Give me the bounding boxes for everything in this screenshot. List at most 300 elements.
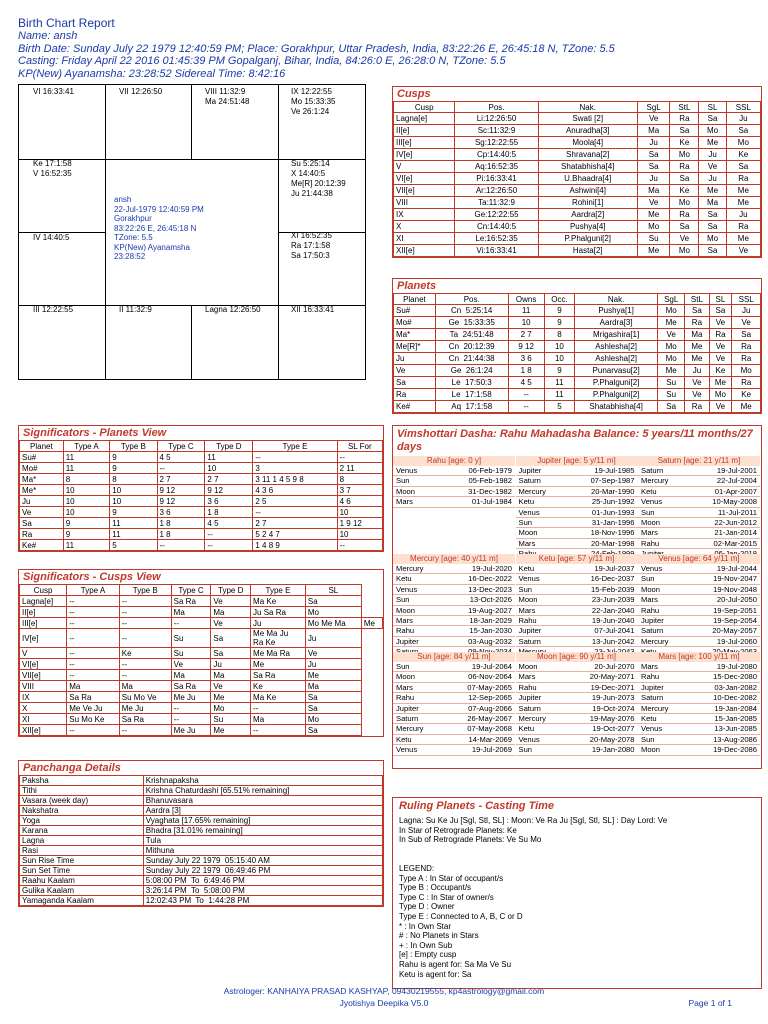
table-cell: 9 12 (157, 485, 205, 496)
dasha-date: 12-Sep-2065 (468, 693, 512, 703)
dasha-planet: Saturn (518, 703, 541, 713)
dasha-planet: Ketu (518, 497, 535, 507)
table-row (20, 876, 383, 886)
table-cell: Sg:12:22:55 (455, 137, 538, 149)
table-cell: Ra (732, 341, 761, 353)
table-cell: Me Ve Ju (67, 703, 120, 714)
table-cell: Karana (20, 826, 144, 836)
table-cell: Me (726, 185, 760, 197)
dasha-row (638, 476, 760, 486)
dasha-planet: Mercury (396, 724, 424, 734)
table-cell: VII[e] (394, 185, 455, 197)
dasha-planet: Mars (641, 528, 658, 538)
dasha-planet: Mercury (641, 636, 669, 646)
dasha-date: 07-Jul-2041 (594, 626, 635, 636)
table-cell: Sa Ra (119, 714, 171, 725)
chart-center-info: ansh 22-Jul-1979 12:40:59 PM Gorakhpur 83:22:26 E, 26:45:18 N TZone: 5.5 KP(New) Ayanamsha 23:28:52 (114, 195, 204, 261)
dasha-planet: Venus (641, 724, 663, 734)
table-cell: Ju (305, 629, 361, 648)
dasha-row (393, 487, 515, 497)
table-cell: 10 (205, 463, 253, 474)
dasha-date: 13-Dec-2023 (468, 584, 512, 594)
table-cell: -- (67, 607, 120, 618)
table-cell: V (394, 161, 455, 173)
dasha-planet: Mercury (641, 703, 669, 713)
dasha-date: 22-Jan-2040 (591, 605, 635, 615)
table-cell: IX (20, 692, 67, 703)
dasha-planet: Sun (641, 734, 655, 744)
table-cell: Sa (637, 149, 670, 161)
table-cell: Sa (305, 596, 361, 607)
dasha-date: 01-Jun-1993 (591, 507, 635, 517)
table-cell: -- (67, 725, 120, 736)
table-cell: Pi:16:33:41 (455, 173, 538, 185)
table-cell: Sa (670, 221, 699, 233)
table-cell: Ashlesha[2] (575, 353, 658, 365)
dasha-date: 15-Jan-2085 (714, 713, 757, 723)
significators-planets-title: Significators - Planets View (23, 427, 167, 439)
ruling-planets-section (392, 797, 762, 989)
table-cell: Ar:12:26:50 (455, 185, 538, 197)
table-cell: -- (157, 540, 205, 551)
panchanga-section (18, 760, 384, 907)
table-cell: Me (637, 209, 670, 221)
dasha-row (638, 595, 760, 605)
dasha-date: 07-May-2065 (467, 682, 512, 692)
table-cell: Ra (20, 529, 64, 540)
table-cell: 4 3 6 (253, 485, 337, 496)
dasha-date: 19-Jun-2073 (591, 693, 635, 703)
table-cell: 1 8 (157, 529, 205, 540)
table-cell: 10 (63, 507, 110, 518)
table-cell: Mithuna (143, 846, 382, 856)
dasha-date: 19-Nov-2048 (713, 584, 757, 594)
column-header: Type D (205, 441, 253, 452)
ruling-line: Type D : Owner (399, 902, 455, 912)
dasha-row (638, 693, 760, 703)
table-row (20, 886, 383, 896)
table-row (20, 816, 383, 826)
dasha-row (393, 497, 515, 507)
dasha-date: 20-Jul-2070 (594, 662, 635, 671)
table-cell: Su# (20, 452, 64, 463)
table-cell: 3 (253, 463, 337, 474)
table-cell: 11 (63, 463, 110, 474)
dasha-row (393, 626, 515, 636)
table-cell: Ke (670, 185, 699, 197)
column-header: Type B (110, 441, 157, 452)
table-cell: Ra (709, 329, 732, 341)
dasha-row (638, 508, 760, 518)
table-cell: U.Bhaadra[4] (538, 173, 637, 185)
dasha-planet: Mars (396, 615, 413, 625)
table-cell: Me Ju (119, 703, 171, 714)
table-cell: 1 8 (508, 365, 544, 377)
dasha-block (516, 652, 638, 756)
table-cell: Me (305, 670, 361, 681)
dasha-row (516, 595, 638, 605)
dasha-date: 20-Mar-1990 (591, 486, 635, 496)
table-cell: Su (211, 714, 251, 725)
house-cell-2: VIII 11:32:9 Ma 24:51:48 (205, 87, 250, 106)
table-cell: Aardra[2] (538, 209, 637, 221)
table-cell: 9 (544, 365, 574, 377)
table-cell: -- (171, 703, 211, 714)
table-cell: 1 8 (157, 518, 205, 529)
table-cell: 2 11 (337, 463, 382, 474)
table-cell: Ke (119, 648, 171, 659)
table-cell: Su (658, 377, 685, 389)
table-cell: 1 9 12 (337, 518, 382, 529)
table-cell: Sa (670, 173, 699, 185)
dasha-date: 13-Aug-2086 (713, 734, 757, 744)
table-cell: Su Mo Ve (119, 692, 171, 703)
dasha-row (393, 672, 515, 682)
table-cell: III[e] (394, 137, 455, 149)
table-cell: Ju (637, 173, 670, 185)
table-cell: Ra (670, 209, 699, 221)
dasha-planet: Mars (518, 672, 536, 682)
dasha-row (638, 637, 760, 647)
ruling-line (399, 845, 755, 855)
table-cell: Ra (685, 317, 709, 329)
table-row (394, 149, 761, 161)
table-cell: 9 (110, 463, 157, 474)
table-row (394, 137, 761, 149)
table-cell: 3 11 1 4 5 9 8 (253, 474, 337, 485)
table-cell: 10 (337, 529, 382, 540)
table-cell: Vasara (week day) (20, 796, 144, 806)
dasha-date: 15-Jan-2030 (469, 626, 512, 636)
table-header-row (394, 294, 761, 305)
dasha-date: 26-May-2067 (467, 713, 512, 723)
column-header: Type C (157, 441, 205, 452)
table-cell: Tula (143, 836, 382, 846)
table-row (394, 209, 761, 221)
dasha-block-header: Sun [age: 84 y/11 m] (393, 652, 515, 662)
dasha-planet: Ketu (396, 574, 412, 584)
table-cell: Sa (709, 305, 732, 317)
dasha-planet: Jupiter (518, 693, 542, 703)
table-row (20, 725, 383, 736)
table-row (394, 341, 761, 353)
dasha-date: 19-May-2076 (589, 713, 635, 723)
dasha-date: 01-Jul-1984 (471, 497, 512, 507)
table-cell: Sa (699, 209, 726, 221)
ruling-line: In Star of Retrograde Planets: Ke (399, 825, 517, 835)
table-cell: 5:08:00 PM To 6:49:46 PM (143, 876, 382, 886)
dasha-row (393, 724, 515, 734)
table-cell: Ra (732, 353, 761, 365)
table-row (20, 856, 383, 866)
table-cell: Sa (685, 305, 709, 317)
dasha-row (516, 662, 638, 672)
table-cell: 2 7 (253, 518, 337, 529)
table-cell: 3 6 (205, 496, 253, 507)
table-cell: Me (709, 377, 732, 389)
table-cell: Ve (726, 245, 760, 257)
table-cell: Ra (670, 113, 699, 125)
table-cell: -- (67, 659, 120, 670)
dasha-row (638, 683, 760, 693)
table-cell: Ra (732, 377, 761, 389)
table-cell: -- (508, 389, 544, 401)
table-cell: Ra (685, 401, 709, 413)
table-cell: 3 6 (508, 353, 544, 365)
dasha-row (393, 595, 515, 605)
dasha-planet: Jupiter (396, 636, 419, 646)
table-cell: P.Phalguni[2] (538, 233, 637, 245)
dasha-date: 20-May-2057 (712, 626, 757, 636)
dasha-date: 19-Sep-2051 (713, 605, 757, 615)
dasha-planet: Mercury (396, 564, 424, 573)
table-cell: Le 17:1:58 (435, 389, 508, 401)
table-cell: Su (658, 389, 685, 401)
ruling-line: Type A : In Star of occupant/s (399, 873, 504, 883)
dasha-planet: Ketu (518, 564, 535, 573)
table-cell: Bhadra [31.01% remaining] (143, 826, 382, 836)
dasha-row (638, 539, 760, 549)
table-cell: Ke (670, 137, 699, 149)
column-header: Owns (508, 294, 544, 305)
table-cell: 8 (63, 474, 110, 485)
table-cell: Mo (658, 341, 685, 353)
dasha-row (638, 487, 760, 497)
dasha-block (516, 554, 638, 658)
dasha-planet: Venus (518, 507, 540, 517)
table-cell: Ma Ke (251, 596, 306, 607)
dasha-row (393, 704, 515, 714)
ruling-line: Type C : In Star of owner/s (399, 892, 494, 902)
table-cell: Mo (658, 353, 685, 365)
table-cell: Sa (699, 113, 726, 125)
table-cell: Ve (211, 596, 251, 607)
column-header: Nak. (575, 294, 658, 305)
table-cell: Me Ma Ra (251, 648, 306, 659)
dasha-date: 05-Feb-1982 (468, 476, 512, 486)
table-cell: Ta 24:51:48 (435, 329, 508, 341)
dasha-block-header: Mars [age: 100 y/11 m] (638, 652, 760, 662)
table-cell: 10 (544, 341, 574, 353)
table-cell: Mo Me Ma (305, 618, 361, 629)
table-cell: Shatabhisha[4] (538, 161, 637, 173)
table-cell: Sa (732, 329, 761, 341)
dasha-planet: Mars (518, 605, 536, 615)
table-cell: 10 (63, 485, 110, 496)
table-cell: Me (726, 233, 760, 245)
column-header: Type A (63, 441, 110, 452)
table-row (20, 540, 383, 551)
table-cell: 9 (544, 317, 574, 329)
dasha-row (638, 626, 760, 636)
table-cell: 8 (110, 474, 157, 485)
table-cell: -- (253, 452, 337, 463)
dasha-block-header: Ketu [age: 57 y/11 m] (516, 554, 638, 564)
report-title: Birth Chart Report (18, 16, 115, 30)
table-row (394, 221, 761, 233)
table-cell: VI[e] (20, 659, 67, 670)
dasha-date: 31-Jan-1996 (591, 517, 635, 527)
table-cell: -- (157, 463, 205, 474)
table-cell: Ju (699, 173, 726, 185)
table-cell: Ju (732, 305, 761, 317)
table-cell: 3 7 (337, 485, 382, 496)
table-cell: Ma (637, 185, 670, 197)
house-cell-5: XI 16:52:35 Ra 17:1:58 Sa 17:50:3 (291, 231, 332, 260)
table-cell: Sa (305, 692, 361, 703)
table-cell: V (20, 648, 67, 659)
dasha-date: 19-Sep-2054 (713, 615, 757, 625)
table-cell: 5 2 4 7 (253, 529, 337, 540)
dasha-planet: Rahu (518, 682, 537, 692)
table-cell: Ve (637, 113, 670, 125)
table-cell: Swati [2] (538, 113, 637, 125)
dasha-row (638, 704, 760, 714)
table-cell: Me (732, 401, 761, 413)
table-cell: Ve (20, 507, 64, 518)
table-cell: Sa (211, 648, 251, 659)
dasha-row (638, 662, 760, 672)
table-cell: Sunday July 22 1979 06:49:46 PM (143, 866, 382, 876)
column-header: Type B (119, 585, 171, 596)
table-row (20, 518, 383, 529)
column-header: Cusp (394, 102, 455, 113)
table-cell: Ve (658, 329, 685, 341)
table-cell: Sa (211, 629, 251, 648)
table-cell: Su# (394, 305, 436, 317)
dasha-row (516, 497, 638, 507)
table-row (20, 496, 383, 507)
dasha-date: 19-Jun-2040 (591, 615, 635, 625)
column-header: Cusp (20, 585, 67, 596)
planets-title: Planets (397, 280, 437, 292)
dasha-row (393, 585, 515, 595)
dasha-block (393, 652, 515, 756)
table-cell: Vi:16:33:41 (455, 245, 538, 257)
ruling-line: Type E : Connected to A, B, C or D (399, 911, 523, 921)
dasha-planet: Venus (518, 574, 540, 584)
table-cell: Ma (211, 607, 251, 618)
table-cell: Mo (670, 245, 699, 257)
table-row (394, 245, 761, 257)
table-cell: -- (67, 596, 120, 607)
table-cell: 9 12 (205, 485, 253, 496)
table-cell: Ma* (20, 474, 64, 485)
table-cell: Ta:11:32:9 (455, 197, 538, 209)
dasha-date: 07-Sep-1987 (590, 476, 635, 486)
table-cell: -- (253, 507, 337, 518)
table-cell: -- (119, 596, 171, 607)
table-row (394, 365, 761, 377)
dasha-block (638, 554, 760, 658)
table-cell: Cn 5:25:14 (435, 305, 508, 317)
dasha-planet: Saturn (641, 626, 664, 636)
table-cell: Mo# (394, 317, 436, 329)
table-cell: -- (337, 540, 382, 551)
table-cell: VII[e] (20, 670, 67, 681)
table-cell: Me (699, 185, 726, 197)
dasha-row (393, 683, 515, 693)
table-cell: 4 5 (205, 518, 253, 529)
table-cell: Shatabhisha[4] (575, 401, 658, 413)
table-cell: Me* (20, 485, 64, 496)
table-cell: 8 (337, 474, 382, 485)
table-row (394, 233, 761, 245)
astrologer-info: Astrologer: KANHAIYA PRASAD KASHYAP, 09430219555, kp4astrology@gmail.com (223, 986, 545, 996)
table-row (394, 305, 761, 317)
dasha-planet: Sun (641, 507, 655, 517)
table-row (20, 607, 383, 618)
dasha-planet: Rahu (396, 693, 415, 703)
table-cell: 11 (110, 518, 157, 529)
dasha-planet: Mars (641, 595, 658, 605)
table-cell: Aq 17:1:58 (435, 401, 508, 413)
dasha-planet: Sun (641, 574, 655, 584)
table-cell: 11 (63, 452, 110, 463)
dasha-section (392, 425, 762, 769)
table-cell: Pushya[1] (575, 305, 658, 317)
table-cell: 5 (110, 540, 157, 551)
dasha-planet: Jupiter (518, 626, 542, 636)
dasha-planet: Mercury (641, 476, 669, 486)
dasha-planet: Moon (396, 672, 415, 682)
table-cell: Ra (726, 221, 760, 233)
table-cell: IV[e] (20, 629, 67, 648)
table-cell: 11 (63, 540, 110, 551)
table-cell: Ve (394, 365, 436, 377)
table-row (20, 703, 383, 714)
house-cell-1: VII 12:26:50 (119, 87, 163, 96)
dasha-row (638, 585, 760, 595)
table-cell: Sa (699, 245, 726, 257)
dasha-row (393, 662, 515, 672)
table-cell: Ve (211, 618, 251, 629)
table-cell: P.Phalguni[2] (575, 389, 658, 401)
cusps-title: Cusps (397, 88, 431, 100)
table-cell: Me (211, 725, 251, 736)
table-cell: Su (171, 629, 211, 648)
dasha-row (638, 724, 760, 734)
ruling-line: In Sub of Retrograde Planets: Ve Su Mo (399, 835, 542, 845)
cusps-section (392, 86, 762, 258)
dasha-planet: Moon (641, 584, 660, 594)
dasha-date: 19-Jan-2080 (591, 745, 635, 755)
dasha-date: 16-Dec-2037 (590, 574, 635, 584)
table-cell: Ma (251, 714, 306, 725)
table-row (20, 776, 383, 786)
table-cell: Ma (637, 125, 670, 137)
column-header: Type D (211, 585, 251, 596)
table-cell: Shravana[2] (538, 149, 637, 161)
table-cell: Ve (709, 341, 732, 353)
table-cell: Ve (732, 317, 761, 329)
dasha-row (393, 574, 515, 584)
dasha-date: 06-Nov-2064 (468, 672, 512, 682)
dasha-row (516, 693, 638, 703)
dasha-row (516, 704, 638, 714)
table-cell: Su (637, 233, 670, 245)
table-cell: Me (211, 692, 251, 703)
table-cell: Me[R]* (394, 341, 436, 353)
table-cell: Ge 15:33:35 (435, 317, 508, 329)
table-cell: IV[e] (394, 149, 455, 161)
table-cell: Bhanuvasara (143, 796, 382, 806)
dasha-date: 19-Oct-2077 (592, 724, 635, 734)
table-cell: Sa (699, 221, 726, 233)
dasha-date: 02-Mar-2015 (713, 538, 757, 548)
dasha-date: 19-Jul-2044 (716, 564, 757, 573)
table-cell: Ma (67, 681, 120, 692)
